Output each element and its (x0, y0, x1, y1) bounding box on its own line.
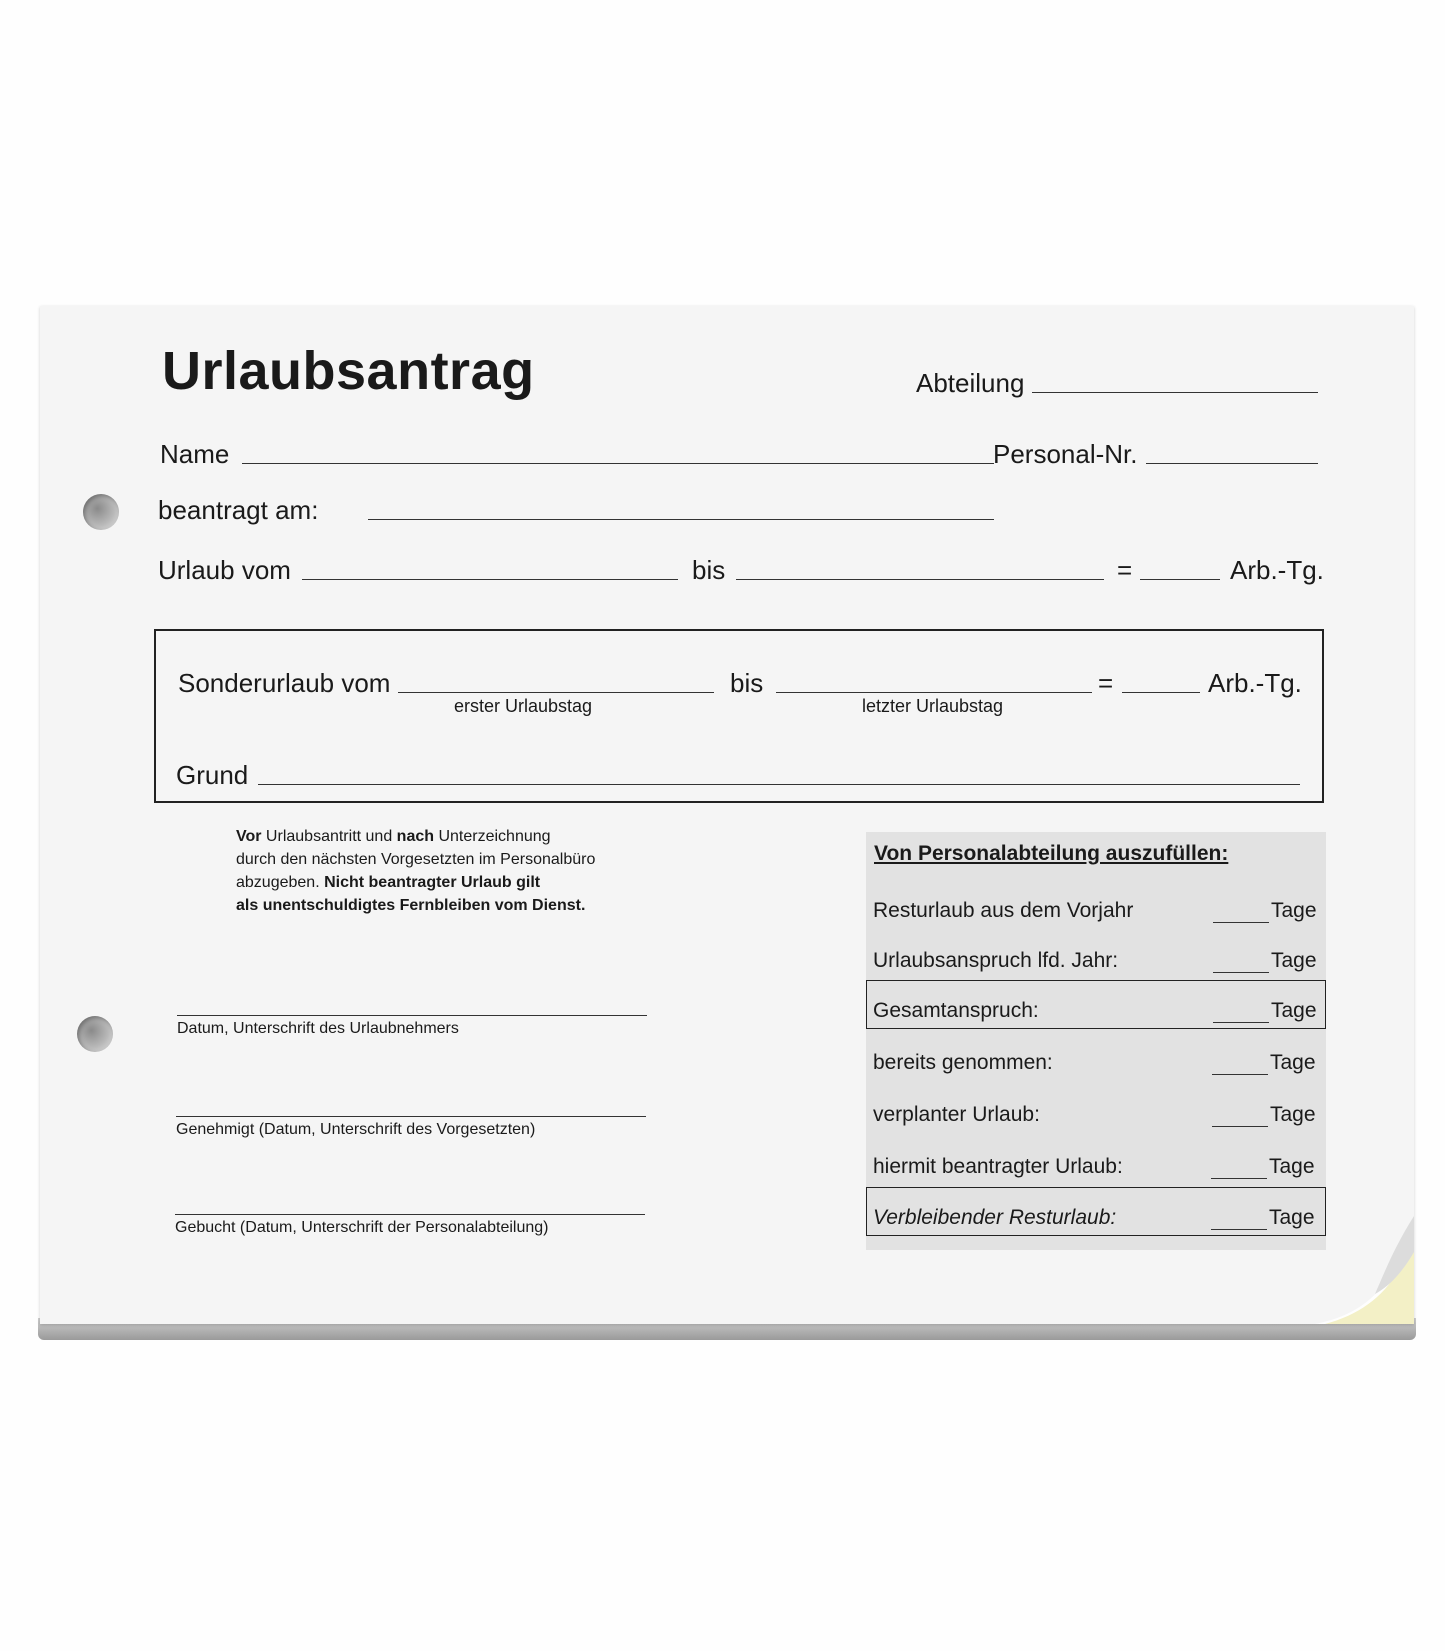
signature-line-urlaubnehmer[interactable] (177, 1015, 647, 1016)
notice-line2: durch den nächsten Vorgesetzten im Personalbüro (236, 851, 596, 868)
name-label: Name (160, 439, 230, 469)
erster-urlaubstag-caption: erster Urlaubstag (454, 696, 593, 716)
punch-hole-top (83, 494, 119, 530)
hr-panel-heading: Von Personalabteilung auszufüllen: (874, 842, 1229, 865)
hr-field-urlaubsanspruch[interactable] (1213, 972, 1269, 973)
hr-row-verbleibender-resturlaub: Verbleibender Resturlaub: (873, 1206, 1117, 1229)
hr-unit-bereits-genommen: Tage (1270, 1051, 1316, 1074)
sonderurlaub-days-field[interactable] (1122, 692, 1200, 693)
sonderurlaub-vom-label: Sonderurlaub vom (178, 668, 391, 698)
hr-row-gesamtanspruch: Gesamtanspruch: (873, 999, 1039, 1022)
hr-unit-beantragter-urlaub: Tage (1269, 1155, 1315, 1178)
urlaub-bis-field[interactable] (736, 579, 1104, 580)
form-sheet (40, 306, 1414, 1324)
signature-line-gebucht[interactable] (175, 1214, 645, 1215)
hr-unit-verbleibender-resturlaub: Tage (1269, 1206, 1315, 1229)
sonderurlaub-bis-label: bis (730, 668, 764, 698)
hr-field-gesamtanspruch[interactable] (1213, 1022, 1269, 1023)
notice-part1: Urlaubsantritt und (261, 828, 397, 845)
personal-nr-field[interactable] (1146, 463, 1318, 464)
page-curl (1315, 1216, 1414, 1324)
notice-line4: als unentschuldigtes Fernbleiben vom Dienst. (236, 897, 586, 914)
hr-unit-resturlaub-vorjahr: Tage (1271, 899, 1317, 922)
abteilung-label: Abteilung (916, 368, 1025, 398)
sonderurlaub-bis-field[interactable] (776, 692, 1092, 693)
notice-text (236, 825, 636, 917)
signature-caption-gebucht: Gebucht (Datum, Unterschrift der Personalabteilung) (175, 1219, 549, 1236)
form-title: Urlaubsantrag (162, 341, 535, 401)
urlaub-vom-label: Urlaub vom (158, 555, 291, 585)
letzter-urlaubstag-caption: letzter Urlaubstag (862, 696, 1004, 716)
name-field[interactable] (242, 463, 994, 464)
hr-field-resturlaub-vorjahr[interactable] (1213, 922, 1269, 923)
hr-row-bereits-genommen: bereits genommen: (873, 1051, 1053, 1074)
urlaub-vom-field[interactable] (302, 579, 678, 580)
notice-line3b: Nicht beantragter Urlaub gilt (324, 874, 541, 891)
notice-nach: nach (396, 828, 435, 845)
notice-part2: Unterzeichnung (434, 828, 551, 845)
hr-row-beantragter-urlaub: hiermit beantragter Urlaub: (873, 1155, 1123, 1178)
hr-field-bereits-genommen[interactable] (1212, 1074, 1268, 1075)
signature-caption-urlaubnehmer: Datum, Unterschrift des Urlaubnehmers (177, 1020, 459, 1037)
hr-field-verplanter-urlaub[interactable] (1212, 1126, 1268, 1127)
beantragt-field[interactable] (368, 519, 994, 520)
punch-hole-bottom (77, 1016, 113, 1052)
sonderurlaub-box (154, 629, 1324, 803)
hr-unit-gesamtanspruch: Tage (1271, 999, 1317, 1022)
urlaub-bis-label: bis (692, 555, 726, 585)
signature-line-genehmigt[interactable] (176, 1116, 646, 1117)
personal-nr-label: Personal-Nr. (993, 439, 1138, 469)
notice-line3a: abzugeben. (236, 874, 325, 891)
hr-row-urlaubsanspruch: Urlaubsanspruch lfd. Jahr: (873, 949, 1119, 972)
hr-row-verplanter-urlaub: verplanter Urlaub: (873, 1103, 1040, 1126)
hr-unit-urlaubsanspruch: Tage (1271, 949, 1317, 972)
notice-vor: Vor (236, 828, 262, 845)
hr-unit-verplanter-urlaub: Tage (1270, 1103, 1316, 1126)
signature-caption-genehmigt: Genehmigt (Datum, Unterschrift des Vorgesetzten) (176, 1121, 536, 1138)
hr-field-beantragter-urlaub[interactable] (1211, 1178, 1267, 1179)
abteilung-field[interactable] (1032, 392, 1318, 393)
sonderurlaub-arb-tg-label: Arb.-Tg. (1208, 668, 1302, 698)
sonderurlaub-vom-field[interactable] (398, 692, 714, 693)
urlaub-arb-tg-label: Arb.-Tg. (1230, 555, 1324, 585)
hr-row-resturlaub-vorjahr: Resturlaub aus dem Vorjahr (873, 899, 1134, 922)
grund-field[interactable] (258, 784, 1300, 785)
sonderurlaub-equals: = (1098, 668, 1114, 698)
hr-field-verbleibender-resturlaub[interactable] (1211, 1229, 1267, 1230)
urlaub-equals: = (1117, 555, 1133, 585)
urlaub-days-field[interactable] (1140, 579, 1220, 580)
grund-label: Grund (176, 760, 249, 790)
beantragt-label: beantragt am: (158, 495, 319, 525)
